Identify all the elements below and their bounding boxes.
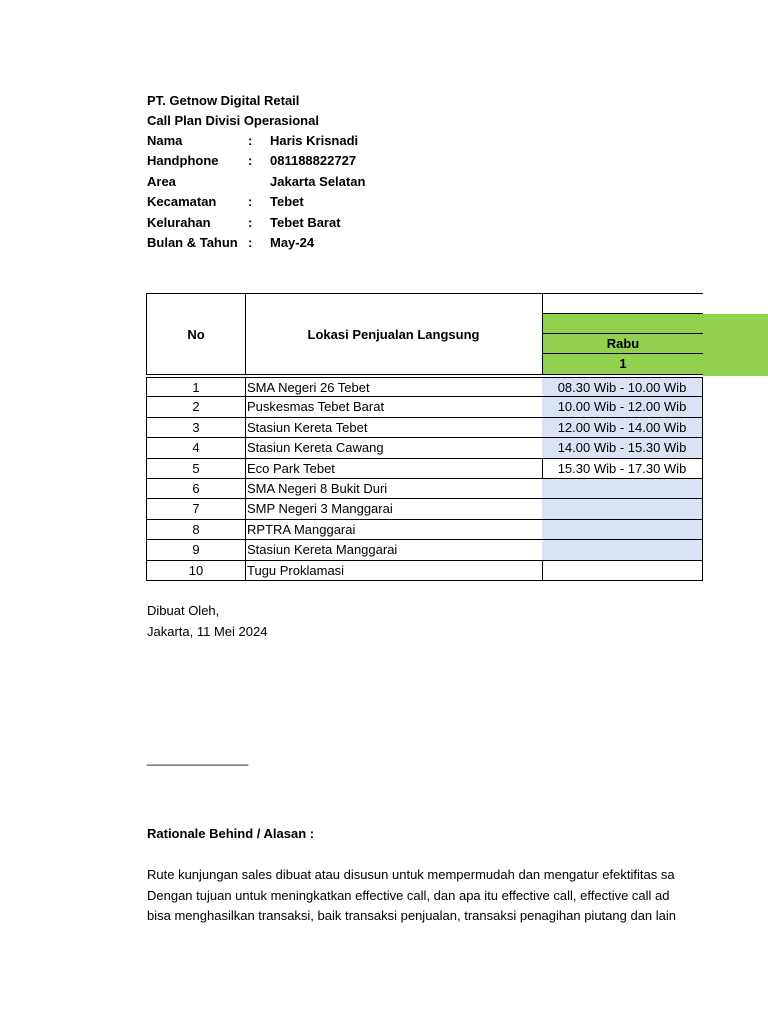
info-colon: : <box>248 133 253 148</box>
info-value: Tebet Barat <box>270 214 341 230</box>
info-label: Handphone <box>147 153 219 169</box>
cell-no: 5 <box>146 459 246 479</box>
cell-location: Eco Park Tebet <box>245 459 543 479</box>
cell-time <box>542 520 703 540</box>
place-date: Jakarta, 11 Mei 2024 <box>147 624 268 639</box>
rationale-line: Rute kunjungan sales dibuat atau disusun untuk mempermudah dan mengatur efektifitas sa <box>147 867 675 882</box>
cell-location: Stasiun Kereta Manggarai <box>245 540 543 560</box>
cell-no: 1 <box>146 377 246 397</box>
cell-time: 12.00 Wib - 14.00 Wib <box>542 418 703 438</box>
info-label: Bulan & Tahun <box>147 234 238 250</box>
company-name: PT. Getnow Digital Retail <box>147 93 300 108</box>
table-row <box>146 540 703 560</box>
column-header-location: Lokasi Penjualan Langsung <box>245 293 543 375</box>
cell-time: 08.30 Wib - 10.00 Wib <box>542 377 703 397</box>
table-row <box>146 418 703 438</box>
rationale-title: Rationale Behind / Alasan : <box>147 826 315 841</box>
table-row <box>146 520 703 540</box>
cell-time <box>542 561 703 581</box>
cell-location: SMP Negeri 3 Manggarai <box>245 499 543 519</box>
rationale-paragraph <box>147 865 703 927</box>
cell-location: RPTRA Manggarai <box>245 520 543 540</box>
cell-no: 6 <box>146 479 246 499</box>
cell-no: 9 <box>146 540 246 560</box>
offscreen-column-fill <box>703 314 768 376</box>
rationale-line: bisa menghasilkan transaksi, baik transaksi penjualan, transaksi penagihan piutang dan lain <box>147 908 677 923</box>
info-label: Kelurahan <box>147 214 211 230</box>
info-value: Tebet <box>270 194 304 210</box>
cell-location: Puskesmas Tebet Barat <box>245 397 543 417</box>
info-label: Area <box>147 173 176 189</box>
info-colon: : <box>248 214 253 230</box>
cell-time: 14.00 Wib - 15.30 Wib <box>542 438 703 458</box>
info-value: Haris Krisnadi <box>270 133 359 148</box>
table-row <box>146 438 703 458</box>
column-header-no: No <box>146 293 246 375</box>
cell-time: 15.30 Wib - 17.30 Wib <box>542 459 703 479</box>
cell-time <box>542 540 703 560</box>
cell-location: SMA Negeri 8 Bukit Duri <box>245 479 543 499</box>
info-label: Nama <box>147 133 183 148</box>
cell-location: Stasiun Kereta Cawang <box>245 438 543 458</box>
document-subtitle: Call Plan Divisi Operasional <box>147 113 319 128</box>
table-body <box>146 377 703 581</box>
cell-location: Tugu Proklamasi <box>245 561 543 581</box>
cell-no: 8 <box>146 520 246 540</box>
info-colon: : <box>248 153 253 169</box>
rationale-line: Dengan tujuan untuk meningkatkan effective call, dan apa itu effective call, effective call ad <box>147 887 670 903</box>
table-row <box>146 499 703 519</box>
signature-line: ______________ <box>147 751 249 766</box>
table-row <box>146 561 703 581</box>
table-row <box>146 479 703 499</box>
column-header-day-number: 1 <box>542 353 703 375</box>
table-row <box>146 377 703 397</box>
cell-time <box>542 479 703 499</box>
cell-no: 10 <box>146 561 246 581</box>
info-colon: : <box>248 234 253 250</box>
column-header-day: Rabu <box>542 333 703 354</box>
cell-time <box>542 499 703 519</box>
info-value: 081188822727 <box>270 153 357 169</box>
cell-time: 10.00 Wib - 12.00 Wib <box>542 397 703 417</box>
info-value: May-24 <box>270 234 315 250</box>
info-label: Kecamatan <box>147 194 217 210</box>
cell-no: 4 <box>146 438 246 458</box>
cell-no: 2 <box>146 397 246 417</box>
cell-no: 7 <box>146 499 246 519</box>
cell-location: SMA Negeri 26 Tebet <box>245 377 543 397</box>
made-by-label: Dibuat Oleh, <box>147 603 220 618</box>
info-colon: : <box>248 194 253 210</box>
call-plan-table <box>146 293 703 581</box>
cell-location: Stasiun Kereta Tebet <box>245 418 543 438</box>
column-header-green-band <box>542 313 703 334</box>
table-row <box>146 397 703 417</box>
info-value: Jakarta Selatan <box>270 173 366 189</box>
cell-no: 3 <box>146 418 246 438</box>
column-header-blank <box>542 293 703 314</box>
table-row <box>146 459 703 479</box>
